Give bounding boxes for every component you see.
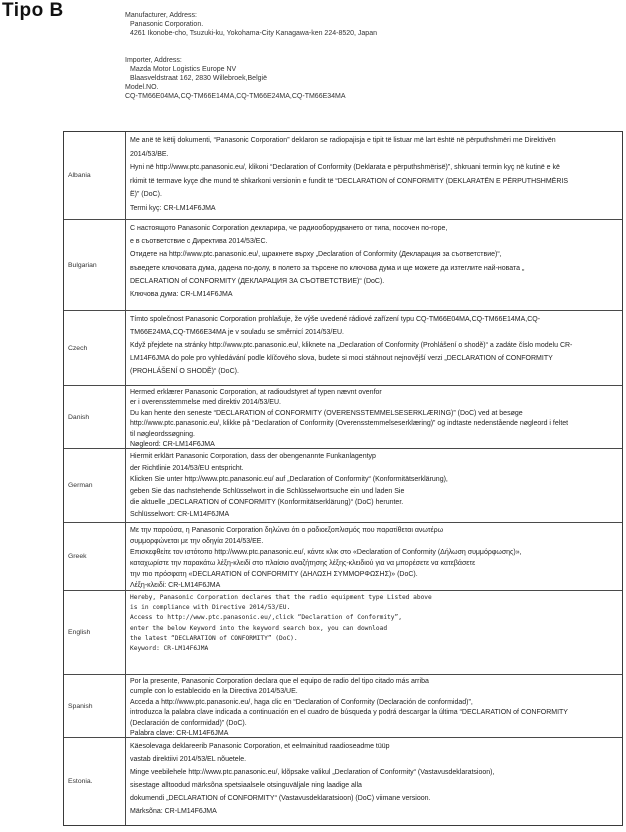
importer-address: Blaasveldstraat 162, 2830 Willebroek,België bbox=[130, 75, 267, 82]
language-label: German bbox=[64, 449, 126, 522]
language-label: Spanish bbox=[64, 675, 126, 737]
text-line: Hiermit erklärt Panasonic Corporation, dass der obengenannte Funkanlagentyp bbox=[130, 453, 376, 460]
table-row bbox=[64, 591, 622, 675]
text-line: Termi kyç: CR-LM14F6JMA bbox=[130, 204, 216, 212]
text-line: Tímto společnost Panasonic Corporation prohlašuje, že výše uvedené rádiové zařízení typu CQ-TM66E04MA,CQ-TM66E14MA,CQ- bbox=[130, 316, 541, 323]
text-line: Když přejdete na stránky http://www.ptc.panasonic.eu/, kliknete na „Declaration of Conformity (Prohlášení o shodě)“ a zadáte číslo modelu CR- bbox=[130, 342, 573, 349]
language-label: Danish bbox=[64, 386, 126, 448]
text-line: Keyword: CR-LM14F6JMA bbox=[130, 645, 209, 653]
table-row bbox=[64, 738, 622, 825]
table-row bbox=[64, 132, 622, 220]
page-title: Tipo B bbox=[2, 0, 64, 21]
table-row bbox=[64, 523, 622, 591]
text-line: the latest “DECLARATION of CONFORMITY” (DoC). bbox=[130, 634, 298, 642]
text-line: Hermed erklærer Panasonic Corporation, at radioudstyret af typen nævnt ovenfor bbox=[130, 389, 382, 396]
text-line: Minge veebilehele http://www.ptc.panasonic.eu/, klõpsake valikul „Declaration of Conformity“ (Vastavusdeklaratsioon), bbox=[130, 769, 495, 776]
text-line: е в съответствие с Директива 2014/53/ЕС. bbox=[130, 238, 268, 246]
text-line: der Richtlinie 2014/53/EU entspricht. bbox=[130, 464, 244, 472]
row-text bbox=[126, 449, 622, 522]
text-line: rkimit të termave kyçe dhe mund të shkarkoni versionin e fundit të “DECLARATION of CONFORMITY (DEKLARATËN E PËRPUTHSHMËRIS bbox=[130, 177, 569, 185]
text-line: συμμορφώνεται με την οδηγία 2014/53/ΕΕ. bbox=[130, 538, 264, 545]
importer-label: Importer, Address: bbox=[125, 57, 182, 64]
manufacturer-address: 4261 Ikonobe-cho, Tsuzuki-ku, Yokohama-City Kanagawa-ken 224-8520, Japan bbox=[130, 30, 377, 37]
row-text bbox=[126, 675, 622, 737]
importer-name: Mazda Motor Logistics Europe NV bbox=[130, 66, 237, 73]
text-line: Me anë të këtij dokumenti, “Panasonic Corporation” deklaron se radiopajisja e tipit të listuar më lart është në përputhshmëri me Direktivën bbox=[130, 137, 556, 144]
manufacturer-label: Manufacturer, Address: bbox=[125, 12, 197, 19]
model-no-label: Model.NO. bbox=[125, 84, 159, 91]
conformity-table bbox=[63, 131, 623, 826]
text-line: Klicken Sie unter http://www.ptc.panasonic.eu/ auf „Declaration of Conformity“ (Konformitätserklärung), bbox=[130, 476, 448, 484]
table-row bbox=[64, 675, 622, 738]
manufacturer-block bbox=[125, 11, 377, 38]
row-text bbox=[126, 523, 622, 590]
text-line: Schlüsselwort: CR-LM14F6JMA bbox=[130, 510, 230, 518]
text-line: Käesolevaga deklareerib Panasonic Corporation, et eelmainitud raadioseadme tüüp bbox=[130, 743, 390, 750]
manufacturer-name: Panasonic Corporation. bbox=[130, 21, 204, 28]
text-line: cumple con lo establecido en la Directiva 2014/53/UE. bbox=[130, 688, 298, 696]
text-line: is in compliance with Directive 2014/53/EU. bbox=[130, 604, 291, 612]
language-label: Bulgarian bbox=[64, 220, 126, 310]
address-header bbox=[125, 11, 377, 101]
text-line: Ключова дума: CR-LM14F6JMA bbox=[130, 291, 233, 299]
table-row bbox=[64, 449, 622, 523]
text-line: LM14F6JMA do pole pro vyhledávání podle klíčového slova, budete si moci stáhnout nejnovější verzi „DECLARATION of CONFORMITY bbox=[130, 355, 553, 362]
text-line: er i overensstemmelse med direktiv 2014/53/EU. bbox=[130, 399, 281, 407]
text-line: til nøgleordssøgning. bbox=[130, 430, 195, 438]
text-line: vastab direktiivi 2014/53/EL nõuetele. bbox=[130, 756, 247, 763]
text-line: geben Sie das nachstehende Schlüsselwort in die Schlüsselwortsuche ein und laden Sie bbox=[130, 487, 405, 495]
text-line: dokumendi „DECLARATION of CONFORMITY“ (Vastavusdeklaratsioon) (DoC) viimane versioon. bbox=[130, 795, 431, 802]
text-line: Ë)” (DoC). bbox=[130, 191, 162, 198]
model-numbers: CQ-TM66E04MA,CQ-TM66E14MA,CQ-TM66E24MA,CQ-TM66E34MA bbox=[125, 93, 346, 100]
text-line: Access to http://www.ptc.panasonic.eu/,click “Declaration of Conformity”, bbox=[130, 614, 402, 622]
row-text bbox=[126, 132, 622, 219]
row-text bbox=[126, 738, 622, 825]
row-text bbox=[126, 220, 622, 310]
text-line: DECLARATION of CONFORMITY (ДЕКЛАРАЦИЯ ЗА СЪОТВЕТСТВИЕ)“ (DoC). bbox=[130, 277, 385, 285]
text-line: Επισκεφθείτε τον ιστότοπο http://www.ptc.panasonic.eu/, κάντε κλικ στο «Declaration of Conformity (Δήλωση συμμόρφωσης)», bbox=[130, 549, 522, 556]
language-label: Albania bbox=[64, 132, 126, 219]
language-label: Czech bbox=[64, 311, 126, 385]
row-text bbox=[126, 386, 622, 448]
text-line: (PROHLÁŠENÍ O SHODĚ)“ (DoC). bbox=[130, 368, 239, 375]
text-line: Λέξη-κλειδί: CR-LM14F6JMA bbox=[130, 582, 221, 589]
text-line: Nøgleord: CR-LM14F6JMA bbox=[130, 441, 215, 448]
text-line: Märksõna: CR-LM14F6JMA bbox=[130, 808, 217, 815]
text-line: http://www.ptc.panasonic.eu/, klikke på “Declaration of Conformity (Overensstemmelseserklæring)” og indtaste nedenstående nøgleord i feltet bbox=[130, 420, 569, 428]
text-line: Palabra clave: CR-LM14F6JMA bbox=[130, 730, 229, 737]
language-label: English bbox=[64, 591, 126, 674]
row-text bbox=[126, 311, 622, 385]
importer-block bbox=[125, 56, 377, 101]
text-line: die aktuelle „DECLARATION of CONFORMITY (Konformitätserklärung)“ (DoC) herunter. bbox=[130, 499, 404, 507]
text-line: Hereby, Panasonic Corporation declares that the radio equipment type Listed above bbox=[130, 594, 432, 601]
text-line: С настоящото Panasonic Corporation декларира, че радиооборудването от типа, посочен по-горе, bbox=[130, 225, 448, 232]
text-line: (Declaración de conformidad)” (DoC). bbox=[130, 719, 247, 727]
text-line: Hyni në http://www.ptc.panasonic.eu/, klikoni “Declaration of Conformity (Deklarata e përputhshmërisë)”, shkruani termin kyç në kutinë e kë bbox=[130, 164, 560, 171]
table-row bbox=[64, 311, 622, 386]
text-line: Du kan hente den seneste “DECLARATION of CONFORMITY (OVERENSSTEMMELSESERKLÆRING)” (DoC) ved at besøge bbox=[130, 409, 523, 417]
language-label: Greek bbox=[64, 523, 126, 590]
text-line: την πιο πρόσφατη «DECLARATION of CONFORMITY (ΔΗΛΩΣΗ ΣΥΜΜΟΡΦΩΣΗΣ)» (DoC). bbox=[130, 571, 418, 578]
text-line: Отидете на http://www.ptc.panasonic.eu/, щракнете върху „Declaration of Conformity (Декларация за съответствие)“, bbox=[130, 251, 502, 259]
text-line: Acceda a http://www.ptc.panasonic.eu/, haga clic en “Declaration of Conformity (Declaración de conformidad)”, bbox=[130, 698, 473, 706]
text-line: въведете ключовата дума, дадена по-долу, в полето за търсене по ключова дума и ще можете да изтеглите най-новата „ bbox=[130, 264, 525, 272]
text-line: Por la presente, Panasonic Corporation declara que el equipo de radio del tipo citado más arriba bbox=[130, 678, 429, 685]
text-line: Με την παρούσα, η Panasonic Corporation δηλώνει ότι ο ραδιοεξοπλισμός που παρατίθεται ανωτέρω bbox=[130, 527, 444, 534]
text-line: enter the below Keyword into the keyword search box, you can download bbox=[130, 624, 388, 632]
text-line: introduzca la palabra clave indicada a continuación en el cuadro de búsqueda y podrá descargar la última “DECLARATION of CONFORMITY bbox=[130, 709, 568, 717]
text-line: TM66E24MA,CQ-TM66E34MA je v souladu se směrnicí 2014/53/EU. bbox=[130, 329, 344, 336]
table-row bbox=[64, 386, 622, 449]
table-row bbox=[64, 220, 622, 311]
text-line: 2014/53/BE. bbox=[130, 150, 169, 158]
row-text bbox=[126, 591, 622, 674]
language-label: Estonia. bbox=[64, 738, 126, 825]
text-line: καταχωρίστε την παρακάτω λέξη-κλειδί στο πλαίσιο αναζήτησης λέξης-κλειδιού για να μπορέσετε να κατεβάσετε bbox=[130, 560, 476, 567]
text-line: sisestage alltoodud märksõna spetsiaalsele otsinguväljale ning laadige alla bbox=[130, 782, 362, 789]
